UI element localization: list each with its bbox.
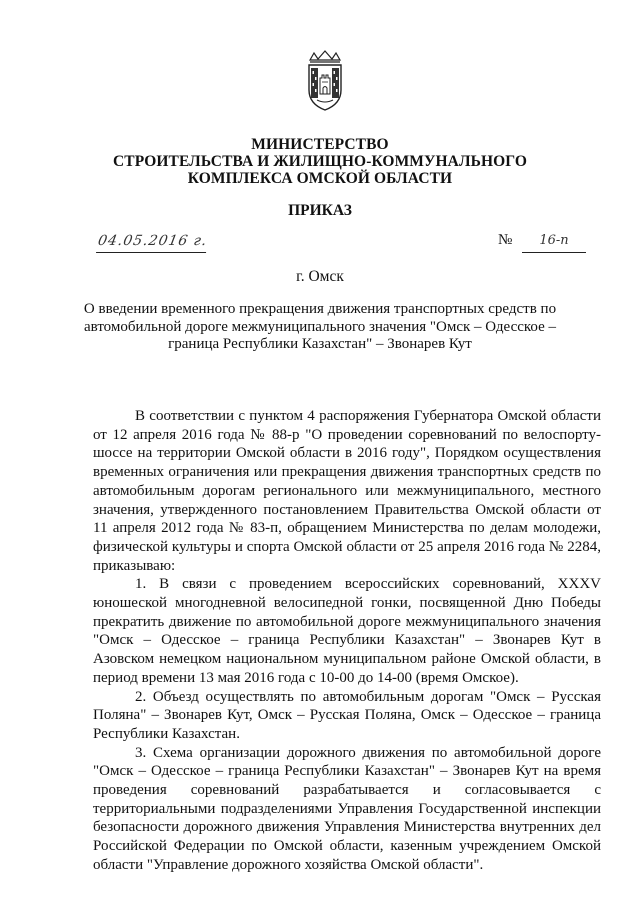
ministry-header	[60, 136, 580, 187]
item-3-paragraph: 3. Схема организации дорожного движения по автомобильной дороге "Омск – Одесское – граница Республики Казахстан" – Звонарев Кут на время проведения соревнований разрабатывается и согласовывается с территориальными подразделениями Управления Государственной инспекции безопасности дорожного движения Управления Министерства внутренних дел Российской Федерации по Омской области, казенным учреждением Омской области "Управление дорожного хозяйства Омской области".	[93, 744, 601, 873]
header-line-3: КОМПЛЕКСА ОМСКОЙ ОБЛАСТИ	[187, 170, 453, 187]
preamble-paragraph: В соответствии с пунктом 4 распоряжения Губернатора Омской области от 12 апреля 2016 года № 88-р "О проведении соревнований по велоспорту-шоссе на территории Омской области в 2016 году", Порядком осуществления временных ограничения или прекращения движения транспортных средств по автомобильным дорогам регионального или межмуниципального, местного значения, утвержденного постановлением Правительства Омской области от 11 апреля 2012 года № 83-п, обращением Министерства по делам молодежи, физической культуры и спорта Омской области от 25 апреля 2016 года № 2284, приказываю:	[93, 408, 601, 574]
item-1-paragraph: 1. В связи с проведением всероссийских соревнований, XXXV юношеской многодневной велосипедной гонки, посвященной Дню Победы прекратить движение по автомобильной дороге межмуниципального значения "Омск – Одесское – граница Республики Казахстан" – Звонарев Кут в Азовском немецком национальном муниципальном районе Омской области, в период времени 13 мая 2016 года с 10-00 до 14-00 (время Омское).	[93, 576, 601, 686]
order-body	[93, 407, 601, 875]
order-subject: О введении временного прекращения движения транспортных средств по автомобильной дороге межмуниципального значения "Омск – Одесское – граница Республики Казахстан" – Звонарев Кут	[83, 301, 557, 352]
city: г. Омск	[296, 268, 344, 285]
number-value: 16-п	[522, 230, 586, 253]
header-line-2: СТРОИТЕЛЬСТВА И ЖИЛИЩНО-КОММУНАЛЬНОГО	[112, 153, 528, 170]
order-number	[498, 230, 588, 252]
omsk-coat-of-arms-icon	[302, 50, 348, 112]
order-title: ПРИКАЗ	[288, 202, 352, 219]
number-sign: №	[498, 232, 513, 248]
header-line-1: МИНИСТЕРСТВО	[251, 136, 389, 153]
order-date: 04.05.2016 г.	[96, 230, 210, 253]
item-2-paragraph: 2. Объезд осуществлять по автомобильным дорогам "Омск – Русская Поляна" – Звонарев Кут, Омск – Русская Поляна, Омск – Одесское – граница Республики Казахстан.	[93, 688, 601, 742]
